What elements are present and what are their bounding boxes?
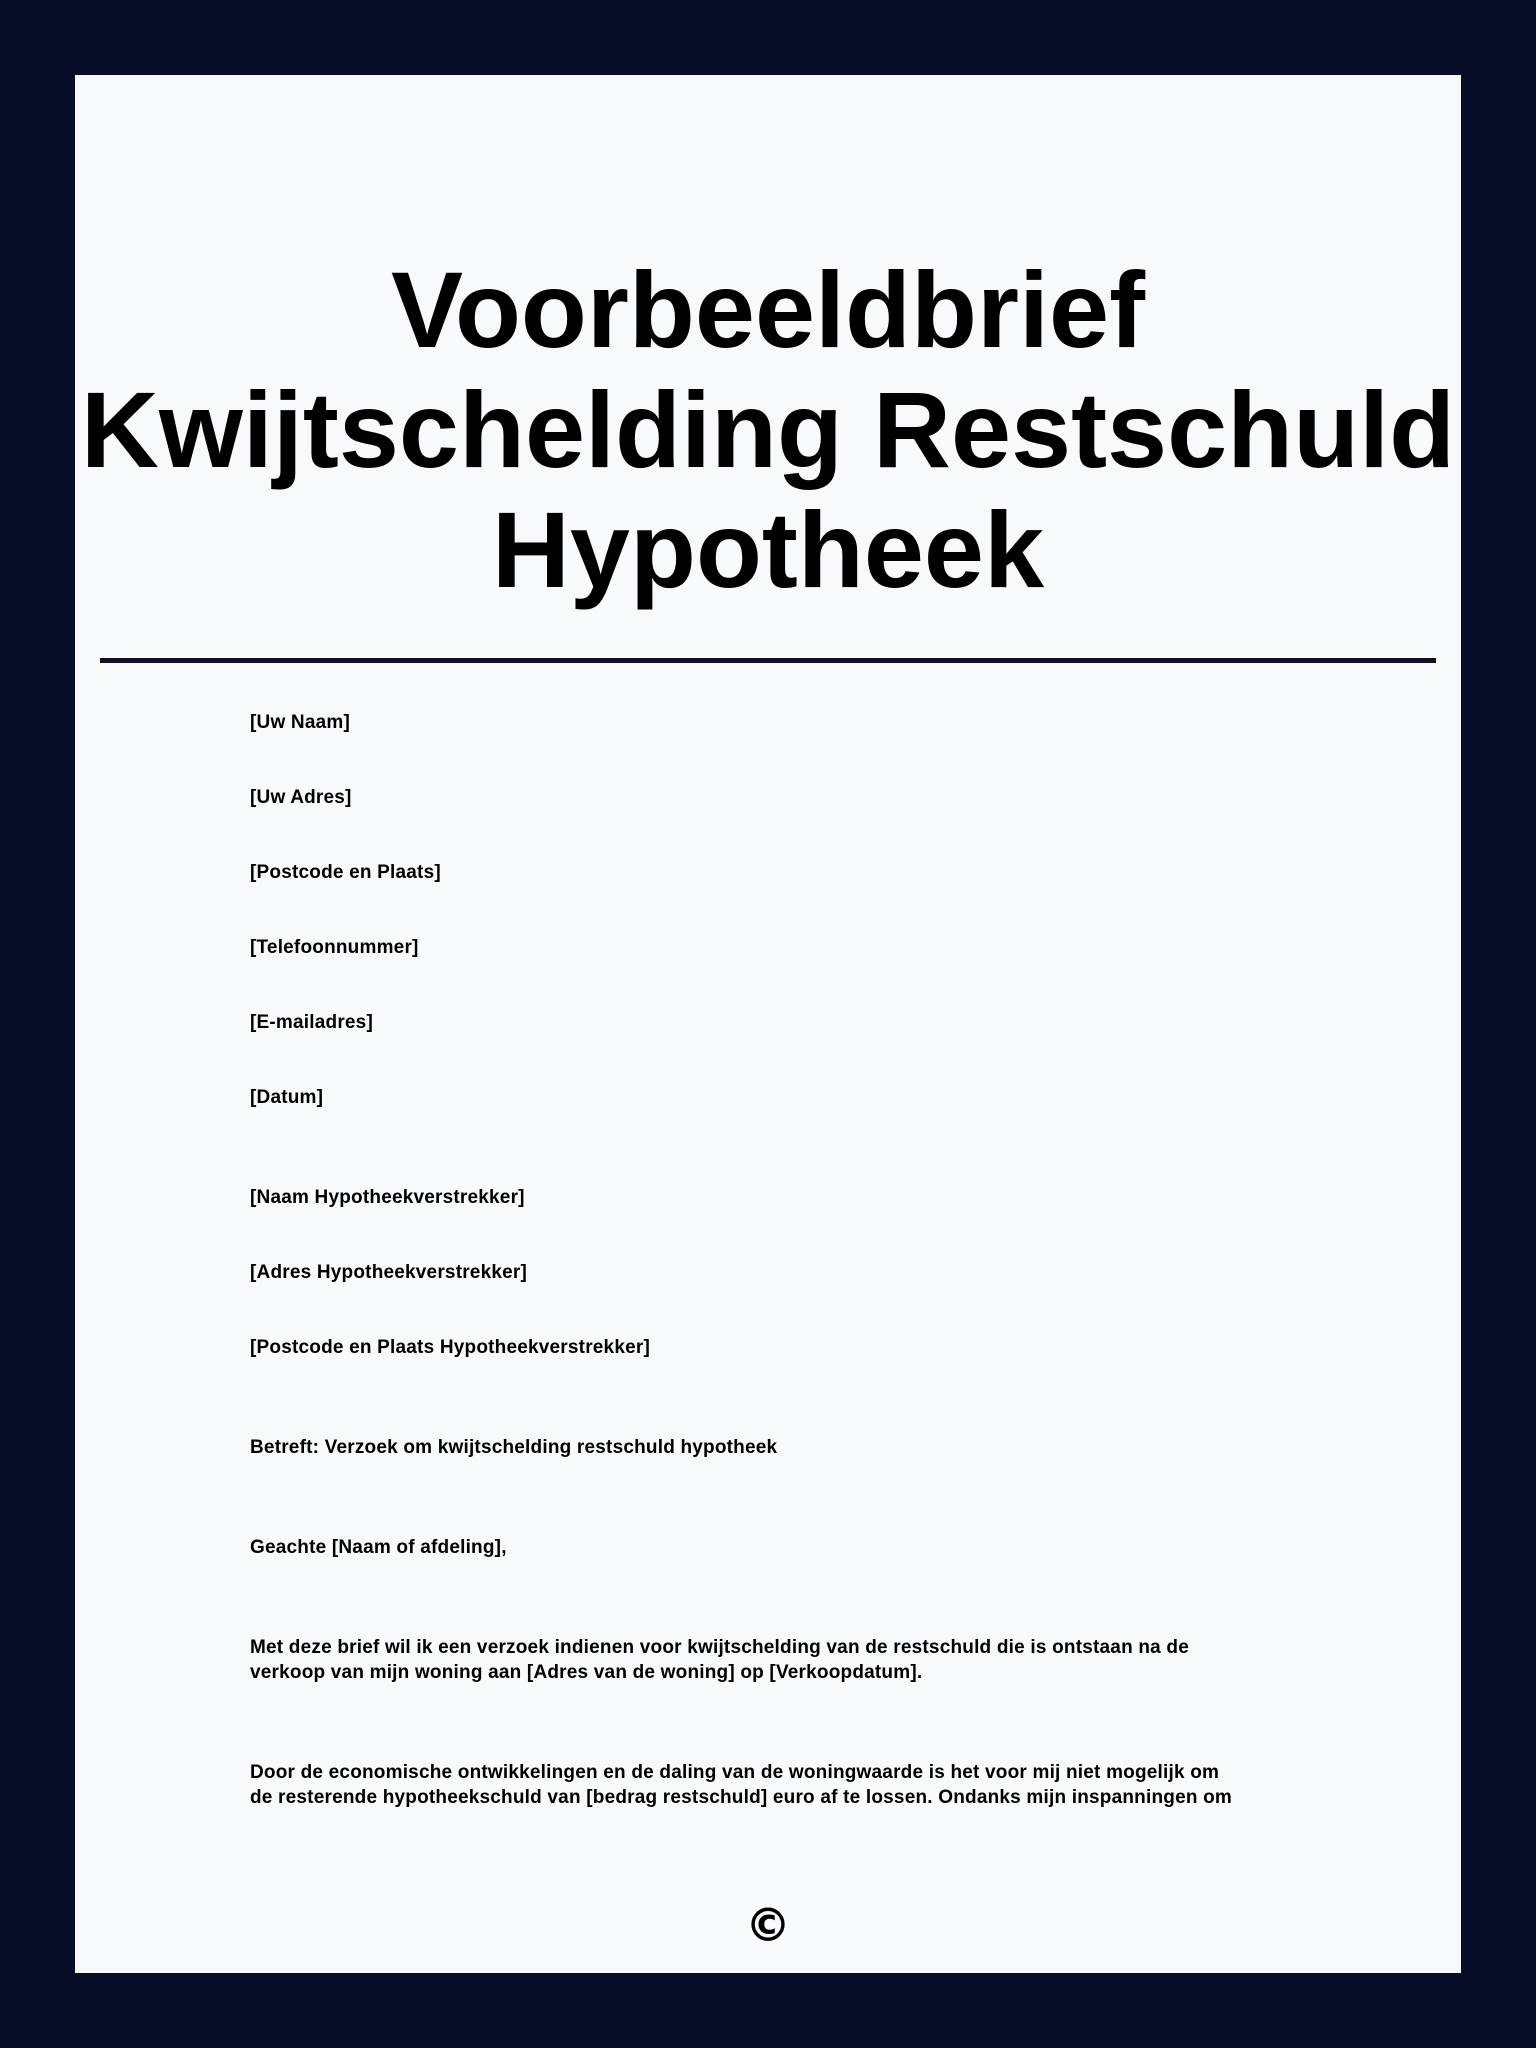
sender-email: [E-mailadres] bbox=[250, 1012, 373, 1033]
title-line-2: Kwijtschelding Restschuld bbox=[80, 369, 1456, 490]
recipient-address: [Adres Hypotheekverstrekker] bbox=[250, 1262, 527, 1283]
subject-line: Betreft: Verzoek om kwijtschelding restschuld hypotheek bbox=[250, 1437, 778, 1458]
recipient-name: [Naam Hypotheekverstrekker] bbox=[250, 1187, 525, 1208]
title-line-1: Voorbeeldbrief bbox=[390, 249, 1146, 370]
sender-address: [Uw Adres] bbox=[250, 787, 352, 808]
title-line-3: Hypotheek bbox=[491, 489, 1045, 610]
paragraph-2-line-1: Door de economische ontwikkelingen en de daling van de woningwaarde is het voor mij niet mogelijk om bbox=[250, 1762, 1220, 1783]
letter-page bbox=[75, 75, 1461, 1973]
copyright-icon: © bbox=[745, 1898, 791, 1952]
paragraph-2-line-2: de resterende hypotheekschuld van [bedrag restschuld] euro af te lossen. Ondanks mijn inspanningen om bbox=[250, 1787, 1233, 1808]
sender-postal-city: [Postcode en Plaats] bbox=[250, 862, 441, 883]
body-paragraph-2 bbox=[250, 1760, 1280, 1810]
recipient-postal-city: [Postcode en Plaats Hypotheekverstrekker] bbox=[250, 1337, 650, 1358]
letter-date: [Datum] bbox=[250, 1087, 324, 1108]
body-paragraph-1 bbox=[250, 1635, 1280, 1685]
paragraph-1-line-2: verkoop van mijn woning aan [Adres van de woning] op [Verkoopdatum]. bbox=[250, 1662, 923, 1683]
paragraph-1-line-1: Met deze brief wil ik een verzoek indienen voor kwijtschelding van de restschuld die is ontstaan na de bbox=[250, 1637, 1189, 1658]
sender-name: [Uw Naam] bbox=[250, 712, 350, 733]
salutation: Geachte [Naam of afdeling], bbox=[250, 1537, 507, 1558]
title-divider bbox=[100, 658, 1436, 663]
document-title bbox=[75, 250, 1461, 610]
sender-phone: [Telefoonnummer] bbox=[250, 937, 419, 958]
